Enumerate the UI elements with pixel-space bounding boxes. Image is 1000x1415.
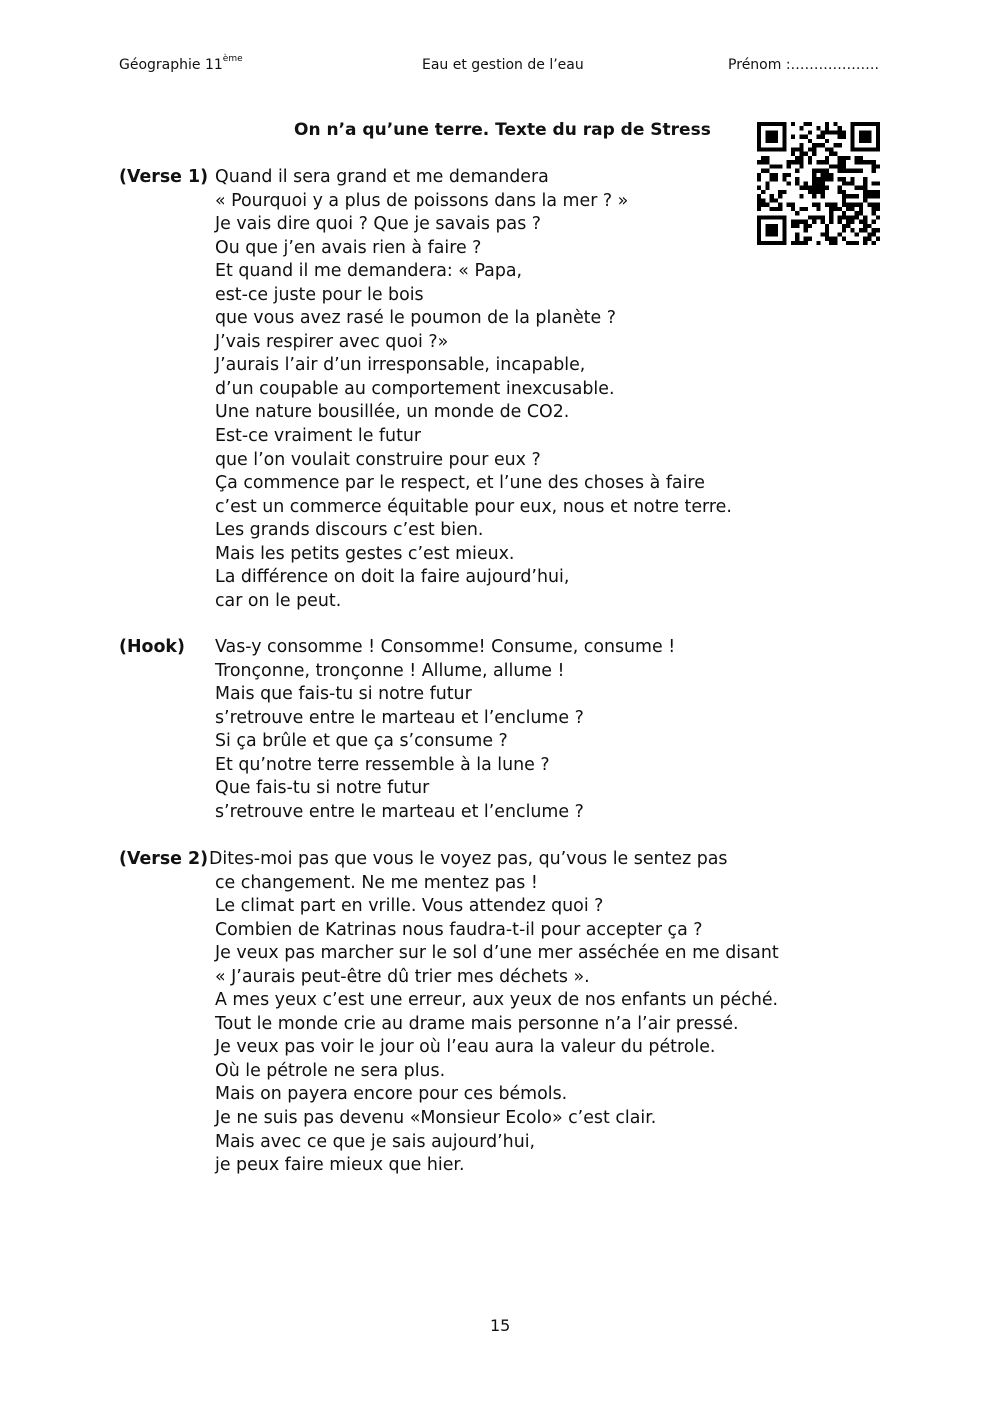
header-subject-text: Géographie 11 <box>119 57 223 73</box>
verse-2-label: (Verse 2) <box>119 849 209 869</box>
hook-label: (Hook) <box>119 637 185 657</box>
lyric-line: A mes yeux c’est une erreur, aux yeux de nos enfants un péché. <box>215 990 779 1011</box>
lyric-line: Tout le monde crie au drame mais personne n’a l’air pressé. <box>215 1013 739 1034</box>
lyric-line: Le climat part en vrille. Vous attendez quoi ? <box>215 896 604 917</box>
lyric-line: Je ne suis pas devenu «Monsieur Ecolo» c’est clair. <box>215 1108 657 1129</box>
lyric-line: Mais que fais-tu si notre futur <box>215 684 472 705</box>
lyric-line: est-ce juste pour le bois <box>215 284 424 305</box>
page-number: 15 <box>490 1316 511 1335</box>
lyric-line: Si ça brûle et que ça s’consume ? <box>215 731 508 752</box>
lyric-line: Les grands discours c’est bien. <box>215 520 484 541</box>
header-subject <box>119 54 243 73</box>
lyric-line: je peux faire mieux que hier. <box>215 1155 465 1176</box>
lyric-line: Vas-y consomme ! Consomme! Consume, consume ! <box>215 637 676 657</box>
lyric-line: s’retrouve entre le marteau et l’enclume ? <box>215 707 584 728</box>
lyric-line: que vous avez rasé le poumon de la planète ? <box>215 308 616 329</box>
lyric-line: Ça commence par le respect, et l’une des choses à faire <box>215 473 705 494</box>
lyric-line: « J’aurais peut-être dû trier mes déchets ». <box>215 966 590 987</box>
lyric-line: Quand il sera grand et me demandera <box>215 167 549 187</box>
lyric-line: ce changement. Ne me mentez pas ! <box>215 872 538 893</box>
header-subject-sup: ème <box>222 54 243 65</box>
lyric-line: d’un coupable au comportement inexcusable. <box>215 378 615 399</box>
page-header <box>119 54 879 79</box>
verse-1-lines <box>215 166 732 613</box>
lyric-line: Mais avec ce que je sais aujourd’hui, <box>215 1131 536 1152</box>
verse-1-label: (Verse 1) <box>119 167 209 187</box>
lyric-line: Mais les petits gestes c’est mieux. <box>215 543 515 564</box>
hook-lines <box>215 636 675 824</box>
header-topic: Eau et gestion de l’eau <box>422 57 584 73</box>
lyric-line: Mais on payera encore pour ces bémols. <box>215 1084 568 1105</box>
lyric-line: Et qu’notre terre ressemble à la lune ? <box>215 754 550 775</box>
lyric-line: c’est un commerce équitable pour eux, nous et notre terre. <box>215 496 732 517</box>
lyric-line: Et quand il me demandera: « Papa, <box>215 261 523 282</box>
lyric-line: s’retrouve entre le marteau et l’enclume ? <box>215 801 584 822</box>
lyric-line: Tronçonne, tronçonne ! Allume, allume ! <box>215 660 565 681</box>
lyric-line: Je veux pas marcher sur le sol d’une mer asséchée en me disant <box>215 943 779 964</box>
lyric-line: Combien de Katrinas nous faudra-t-il pour accepter ça ? <box>215 919 703 940</box>
dinosaur-icon <box>804 169 834 199</box>
lyric-line: Que fais-tu si notre futur <box>215 778 430 799</box>
lyric-line: car on le peut. <box>215 590 342 611</box>
lyric-line: J’vais respirer avec quoi ?» <box>215 331 449 352</box>
lyric-line: Je vais dire quoi ? Que je savais pas ? <box>215 214 542 235</box>
lyric-line: J’aurais l’air d’un irresponsable, incapable, <box>215 355 586 376</box>
header-name-field: Prénom :………………. <box>728 57 879 73</box>
lyric-line: Est-ce vraiment le futur <box>215 426 422 447</box>
verse-2-lines <box>209 848 779 1178</box>
lyric-line: Je veux pas voir le jour où l’eau aura la valeur du pétrole. <box>215 1037 716 1058</box>
page-title: On n’a qu’une terre. Texte du rap de Stress <box>294 120 711 140</box>
qr-code-icon <box>757 122 880 245</box>
lyric-line: La différence on doit la faire aujourd’hui, <box>215 567 570 588</box>
lyric-line: Dites-moi pas que vous le voyez pas, qu’vous le sentez pas <box>209 849 728 869</box>
lyric-line: Une nature bousillée, un monde de CO2. <box>215 402 570 423</box>
lyric-line: Ou que j’en avais rien à faire ? <box>215 237 482 258</box>
lyric-line: que l’on voulait construire pour eux ? <box>215 449 541 470</box>
lyric-line: Où le pétrole ne sera plus. <box>215 1060 446 1081</box>
lyric-line: « Pourquoi y a plus de poissons dans la mer ? » <box>215 190 629 211</box>
